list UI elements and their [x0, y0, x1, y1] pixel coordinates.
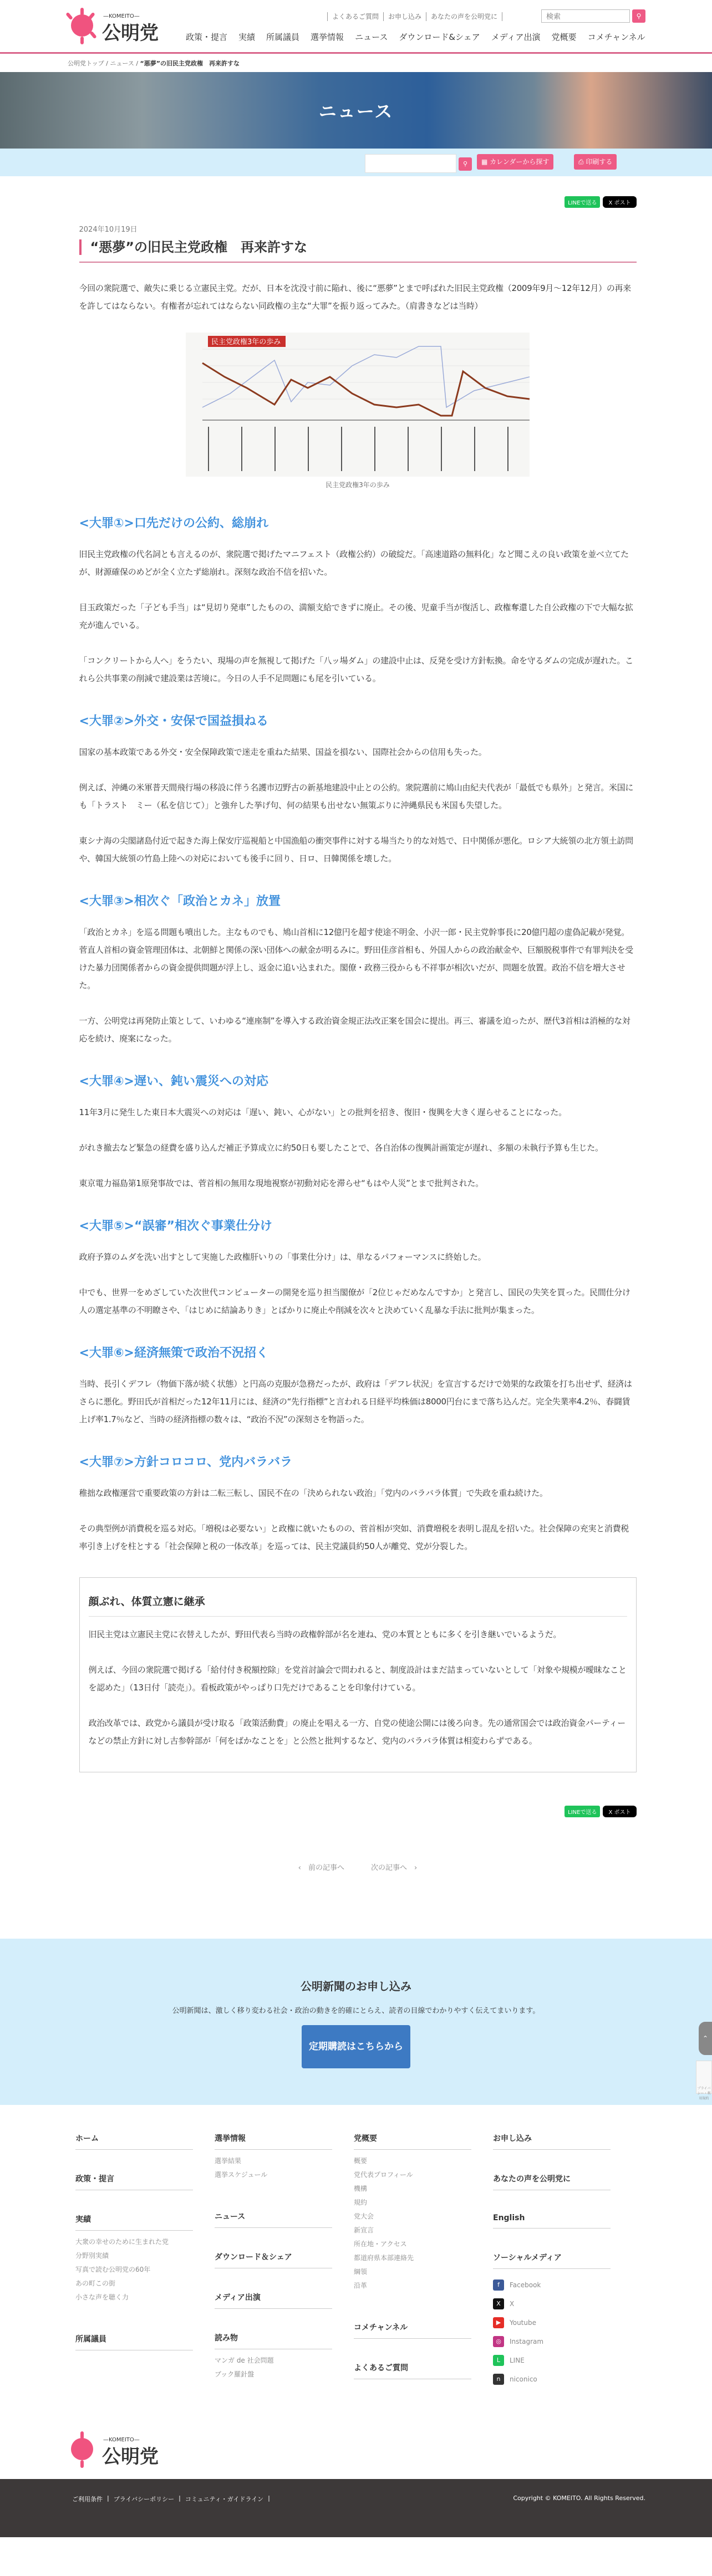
box-paragraph: 政治改革では、政党から議員が受け取る「政策活動費」の廃止を唱える一方、自党の使途公開には後ろ向き。先の通常国会では政治資金パーティーなどの禁止方針に対し古参幹部が「何をばかなことを」と公然と批判するなど、党内のバラバラ体質は相変わらずである。	[88, 1718, 625, 1746]
footer-sublinks	[75, 2150, 193, 2166]
footer-heading-link[interactable]: 所属議員	[75, 2327, 193, 2350]
footer-heading-link[interactable]: ニュース	[215, 2204, 332, 2228]
nav-media[interactable]: メディア出演	[491, 32, 541, 42]
breadcrumb-current: “悪夢”の旧民主党政権 再来許すな	[140, 60, 240, 67]
copyright: Copyright © KOMEITO. All Rights Reserved.	[513, 2495, 645, 2502]
figure-caption: 民主党政権3年の歩み	[326, 481, 390, 489]
footer-sublinks	[215, 2349, 332, 2404]
line-share-button[interactable]: LINEで送る	[564, 1806, 600, 1817]
breadcrumb-sep: /	[104, 60, 110, 67]
nav-about[interactable]: 党概要	[551, 32, 577, 42]
nav-policy[interactable]: 政策・提言	[186, 32, 228, 42]
section-heading: <大罪②>外交・安保で国益損ねる	[79, 714, 268, 728]
social-label: X	[510, 2300, 515, 2308]
privacy-link[interactable]: プライバシーポリシー	[113, 2496, 175, 2503]
terms-link[interactable]: ご利用条件	[72, 2496, 103, 2503]
calendar-icon: ▦	[481, 158, 490, 166]
footer-heading-link[interactable]: 選挙情報	[215, 2126, 332, 2150]
section-paragraph: 当時、長引くデフレ（物価下落が続く状態）と円高の克服が急務だったが、政府は「デフレ状況」を宣言するだけで効果的な政策を打ち出せず、経済はさらに悪化。野田氏が首相だった12年11月には、経済の“先行指標”と言われる日経平均株価は8000円台にまで落ち込んだ。完全失業率4.2％、春闘賃上げ率1.7％など、当時の経済指標の数々は、“政治不況”の深刻さを物語った。	[79, 1379, 632, 1424]
footer-columns	[0, 2105, 712, 2431]
footer-column	[75, 2126, 193, 2367]
footer-sublinks	[75, 2190, 193, 2207]
breadcrumb-news[interactable]: ニュース	[110, 60, 134, 67]
calendar-button[interactable]	[477, 154, 553, 170]
footer-heading-link[interactable]: よくあるご質問	[354, 2355, 471, 2379]
social-link-instagram[interactable]	[493, 2332, 611, 2351]
section-paragraph: 例えば、沖縄の米軍普天間飛行場の移設に伴う名護市辺野古の新基地建設中止との公約。衆院選前に鳩山由紀夫代表が「最低でも県外」と発言。米国にも「トラスト ミー（私を信じて）」と強弁した挙げ句、何の結果も出せない無策ぶりに沖縄県民も米国も失望した。	[79, 783, 634, 810]
footer-sublinks	[75, 2350, 193, 2367]
hero-title: ニュース	[318, 101, 394, 122]
footer-link[interactable]: あの町この街	[75, 2279, 116, 2287]
footer-link[interactable]: 分野別実績	[75, 2252, 109, 2260]
article-title: “悪夢”の旧民主党政権 再来許すな	[79, 239, 637, 255]
x-post-button[interactable]: X ポスト	[603, 1806, 636, 1817]
logo-sub: —KOMEITO—	[103, 13, 140, 19]
section-heading: <大罪①>口先だけの公約、総崩れ	[79, 517, 268, 530]
footer-link[interactable]: 新宣言	[354, 2226, 374, 2234]
breadcrumb-top[interactable]: 公明党トップ	[68, 60, 104, 67]
footer-heading-link[interactable]: ダウンロード＆シェア	[215, 2245, 332, 2268]
footer-sublinks	[215, 2309, 332, 2325]
header-search-input[interactable]	[541, 9, 630, 23]
social-link-niconico[interactable]	[493, 2370, 611, 2389]
footer-sublinks	[493, 2150, 611, 2166]
footer-link[interactable]: 選挙スケジュール	[215, 2171, 268, 2179]
footer-link[interactable]: ブック羅針盤	[215, 2370, 255, 2378]
footer-heading-link[interactable]: 読み物	[215, 2325, 332, 2349]
footer-logo[interactable]	[67, 2431, 177, 2479]
footer-heading-link[interactable]: ホーム	[75, 2126, 193, 2150]
news-search-input[interactable]	[365, 154, 456, 173]
logo-sub: —KOMEITO—	[103, 2437, 140, 2443]
arrow-up-icon: ⌃	[702, 2035, 709, 2042]
subscribe-title: 公明新聞のお申し込み	[301, 1980, 411, 1993]
nav-elections[interactable]: 選挙情報	[311, 32, 344, 42]
section-paragraph: その典型例が消費税を巡る対応。「増税は必要ない」と政権に就いたものの、菅首相が突如、消費増税を表明し混乱を招いた。社会保障の充実と消費税率引き上げを柱とする「社会保障と税の一体改革」を巡っては、民主党議員約50人が離党、党が分裂した。	[79, 1524, 629, 1551]
footer-link[interactable]: 機構	[354, 2185, 368, 2192]
footer-heading-link[interactable]: English	[493, 2207, 611, 2229]
breadcrumb	[0, 54, 712, 72]
sun-ray	[80, 8, 84, 16]
footer-sublinks	[215, 2150, 332, 2204]
nav-members[interactable]: 所属議員	[266, 32, 300, 42]
section-paragraph: 政府予算のムダを洗い出すとして実施した政権肝いりの「事業仕分け」は、単なるパフォーマンスに終始した。	[79, 1252, 486, 1262]
x-post-button[interactable]: X ポスト	[603, 196, 636, 208]
footer-link[interactable]: 党大会	[354, 2212, 374, 2220]
section-paragraph: 一方、公明党は再発防止策として、いわゆる“連座制”を導入する政治資金規正法改正案を国会に提出。再三、審議を迫ったが、歴代3首相は消極的な対応を続け、廃案になった。	[79, 1016, 630, 1044]
timeline-chart-image	[186, 333, 530, 477]
logo-name: 公明党	[102, 22, 159, 44]
back-to-top-button[interactable]	[699, 2022, 712, 2055]
footer-heading-link[interactable]: 党概要	[354, 2126, 471, 2150]
instagram-icon: ◎	[493, 2336, 504, 2347]
article-intro: 今回の衆院選で、敵失に乗じる立憲民主党。だが、日本を沈没寸前に陥れ、後に“悪夢”とまで呼ばれた旧民主党政権（2009年9月～12年12月）の再来を許してはならない。有権者が忘れてはならない同政権の主な“大罪”を振り返ってみた。（肩書きなどは当時）	[79, 283, 631, 311]
social-link-youtube[interactable]	[493, 2313, 611, 2332]
social-label: niconico	[510, 2375, 537, 2383]
section-paragraph: 「政治とカネ」を巡る問題も噴出した。主なものでも、鳩山首相に12億円を超す使途不明金、小沢一郎・民主党幹事長に20億円超の虚偽記載が発覚。菅直人首相の資金管理団体は、北朝鮮と関係の深い団体への献金が明るみに。野田佳彦首相も、外国人からの政治献金や、巨額脱税事件で有罪判決を受けた暴力団関係者からの資金提供問題が浮上し、返金に追い込まれた。閣僚・政務三役からも不祥事が相次いだが、問題を放置。政治不信を増大させた。	[79, 927, 633, 990]
section-heading: <大罪⑦>方針コロコロ、党内バラバラ	[79, 1455, 293, 1469]
niconico-icon: n	[493, 2374, 504, 2385]
section-paragraph: 国家の基本政策である外交・安全保障政策で迷走を重ねた結果、国益を損ない、国際社会からの信用も失った。	[79, 747, 487, 757]
sun-ray	[80, 2431, 84, 2439]
komeito-logo[interactable]	[67, 8, 175, 44]
footer-sublinks	[493, 2190, 611, 2207]
footer-heading-link[interactable]: お申し込み	[493, 2126, 611, 2150]
social-label: Youtube	[510, 2319, 536, 2327]
printer-icon: ⎙	[578, 158, 586, 166]
site-header	[0, 0, 712, 54]
apply-link[interactable]: お申し込み	[383, 12, 426, 21]
footer-legal-links	[72, 2495, 270, 2503]
x-icon: X	[493, 2298, 504, 2309]
next-article-link[interactable]: 次の記事へ ›	[371, 1864, 418, 1872]
section-heading: <大罪④>遅い、鈍い震災への対応	[79, 1075, 268, 1088]
footer-sublinks	[493, 2229, 611, 2245]
title-divider	[79, 262, 637, 263]
footer-link[interactable]: 写真で読む公明党の60年	[75, 2266, 151, 2273]
top-links	[327, 12, 502, 21]
line-icon: L	[493, 2355, 504, 2366]
box-heading: 顔ぶれ、体質立憲に継承	[89, 1593, 627, 1617]
hero-banner	[0, 72, 712, 149]
social-link-x[interactable]	[493, 2294, 611, 2313]
site-footer	[0, 2105, 712, 2537]
calendar-label: カレンダーから探す	[490, 158, 550, 166]
line-share-button[interactable]: LINEで送る	[564, 196, 600, 208]
sun-ray	[80, 37, 84, 44]
footer-column	[493, 2126, 611, 2389]
subscribe-button[interactable]: 定期購読はこちらから	[302, 2025, 410, 2068]
footer-heading-link[interactable]: 実績	[75, 2207, 193, 2231]
footer-link[interactable]: 概要	[354, 2157, 368, 2165]
footer-link[interactable]: 大衆の幸せのために生まれた党	[75, 2238, 169, 2246]
nav-download[interactable]: ダウンロード&シェア	[399, 32, 480, 42]
footer-heading-link[interactable]: メディア出演	[215, 2285, 332, 2309]
separator: |	[107, 2495, 109, 2502]
footer-link[interactable]: 都道府県本部連絡先	[354, 2254, 414, 2262]
footer-column	[354, 2126, 471, 2396]
social-label: Facebook	[510, 2281, 541, 2289]
article	[79, 176, 637, 1872]
main-nav	[186, 31, 645, 43]
social-link-line[interactable]	[493, 2351, 611, 2370]
news-toolbar	[0, 149, 712, 176]
footer-heading-link[interactable]: ソーシャルメディア	[493, 2245, 611, 2269]
share-buttons-bottom	[79, 1806, 637, 1817]
box-paragraph: 例えば、今回の衆院選で掲げる「給付付き税額控除」を党首討論会で問われると、制度設計はまだ詰まっていないとして「対象や規模が曖昧なことを認めた」（13日付「読売」）。看板政策がやっぱり口先だけであることを印象付けている。	[88, 1665, 627, 1693]
search-icon[interactable]: ⚲	[632, 9, 645, 23]
search-icon[interactable]: ⚲	[459, 157, 472, 171]
subscribe-section	[0, 1939, 712, 2105]
section-paragraph: 東京電力福島第1原発事故では、菅首相の無用な現地視察が初動対応を滞らせ“もはや人災”とまで批判された。	[79, 1178, 484, 1188]
section-paragraph: がれき撤去など緊急の経費を盛り込んだ補正予算成立に約50日も要したことで、各自治体の復興計画策定が遅れ、多額の未執行予算も生じた。	[79, 1143, 603, 1153]
footer-link[interactable]: 党代表プロフィール	[354, 2171, 413, 2179]
footer-link[interactable]: 綱領	[354, 2268, 368, 2276]
section-paragraph: 「コンクリートから人へ」をうたい、現場の声を無視して掲げた「八ッ場ダム」の建設中止は、反発を受け方針転換。命を守るダムの完成が遅れた。これら公共事業の削減で建設業は苦境に。今日の人手不足問題にも尾を引いている。	[79, 656, 633, 683]
box-paragraph: 旧民主党は立憲民主党に衣替えしたが、野田代表ら当時の政権幹部が名を連ね、党の本質とともに多くを引き継いでいるようだ。	[88, 1629, 562, 1639]
footer-sublinks	[215, 2268, 332, 2285]
faq-link[interactable]: よくあるご質問	[327, 12, 383, 21]
footer-bar	[0, 2479, 712, 2537]
print-button[interactable]	[574, 154, 617, 170]
section-paragraph: 11年3月に発生した東日本大震災への対応は「遅い、鈍い、心がない」との批判を招き、復旧・復興を大きく遅らせることになった。	[79, 1107, 567, 1117]
section-paragraph: 稚拙な政権運営で重要政策の方針は二転三転し、国民不在の「決められない政治」「党内のバラバラ体質」で失政を重ね続けた。	[79, 1488, 548, 1498]
share-buttons	[79, 196, 637, 208]
separator: |	[179, 2495, 181, 2502]
article-figure	[79, 333, 637, 489]
breadcrumb-sep: /	[134, 60, 140, 67]
social-link-facebook[interactable]	[493, 2276, 611, 2294]
footer-sublinks	[354, 2379, 471, 2396]
print-label: 印刷する	[586, 158, 613, 166]
nav-achievements[interactable]: 実績	[238, 32, 256, 42]
footer-heading-link[interactable]: コメチャンネル	[354, 2315, 471, 2339]
footer-link[interactable]: 規約	[354, 2199, 368, 2206]
logo-name: 公明党	[102, 2446, 159, 2468]
section-heading: <大罪③>相次ぐ「政治とカネ」放置	[79, 895, 281, 908]
separator: |	[268, 2495, 270, 2502]
prev-article-link[interactable]: ‹ 前の記事へ	[298, 1864, 344, 1872]
youtube-icon: ▶	[493, 2317, 504, 2328]
footer-sublinks	[354, 2339, 471, 2355]
footer-heading-link[interactable]: 政策・提言	[75, 2166, 193, 2190]
section-paragraph: 目玉政策だった「子ども手当」は“見切り発車”したものの、満額支給できずに廃止。その後、児童手当が復活し、政権奪還した自公政権の下で大幅な拡充が進んでいる。	[79, 602, 633, 630]
section-paragraph: 旧民主党政権の代名詞とも言えるのが、衆院選で掲げたマニフェスト（政権公約）の破綻だ。「高速道路の無料化」など聞こえの良い政策を並べ立てたが、財源確保のめどが全く立たず総崩れ。深刻な政治不信を招いた。	[79, 549, 629, 577]
footer-link[interactable]: 小さな声を聴く力	[75, 2293, 129, 2301]
footer-link[interactable]: 選挙結果	[215, 2157, 242, 2165]
nav-news[interactable]: ニュース	[355, 32, 388, 42]
footer-sublinks	[354, 2150, 471, 2315]
footer-link[interactable]: 沿革	[354, 2282, 368, 2289]
sidebar-box	[79, 1577, 637, 1772]
recaptcha-badge[interactable]	[696, 2061, 712, 2100]
section-heading: <大罪⑤>“誤審”相次ぐ事業仕分け	[79, 1219, 272, 1233]
social-label: LINE	[510, 2357, 525, 2364]
footer-column	[215, 2126, 332, 2404]
section-paragraph: 中でも、世界一をめざしていた次世代コンピューターの開発を巡り担当閣僚が「2位じゃだめなんですか」と発言し、国民の失笑を買った。民間仕分け人の選定基準の不明瞭さや、「はじめに結論ありき」とばかりに廃止や削減を次々と決めていく乱暴な手法に批判が集まった。	[79, 1287, 630, 1315]
footer-sublinks	[215, 2228, 332, 2245]
section-paragraph: 東シナ海の尖閣諸島付近で起きた海上保安庁巡視船と中国漁船の衝突事件に対する場当たり的な対処で、日中関係が悪化。ロシア大統領の北方領土訪問や、韓国大統領の竹島上陸への対応においても後手に回り、日ロ、日韓関係を壊した。	[79, 836, 633, 863]
social-label: Instagram	[510, 2338, 544, 2345]
image-background	[186, 333, 530, 477]
guideline-link[interactable]: コミュニティ・ガイドライン	[185, 2496, 264, 2503]
nav-channel[interactable]: コメチャンネル	[587, 32, 645, 42]
footer-link[interactable]: 所在地・アクセス	[354, 2240, 407, 2248]
recaptcha-text: プライバシー・利用規約	[697, 2087, 711, 2100]
subscribe-text: 公明新聞は、激しく移り変わる社会・政治の動きを的確にとらえ、読者の目線でわかりやすく伝えてまいります。	[172, 2007, 540, 2015]
voice-link[interactable]: あなたの声を公明党に	[426, 12, 502, 21]
section-heading: <大罪⑥>経済無策で政治不況招く	[79, 1346, 268, 1360]
article-date: 2024年10月19日	[79, 226, 138, 234]
footer-sublinks	[493, 2269, 611, 2276]
article-sections	[79, 514, 637, 1555]
sun-ray	[80, 2460, 84, 2468]
sun-ray	[65, 12, 73, 21]
article-pager	[79, 1862, 637, 1872]
sun-ray	[89, 31, 97, 39]
facebook-icon: f	[493, 2279, 504, 2291]
sun-logo-icon	[71, 2438, 93, 2460]
footer-sublinks	[75, 2231, 193, 2327]
footer-heading-link[interactable]: あなたの声を公明党に	[493, 2166, 611, 2190]
footer-link[interactable]: マンガ de 社会問題	[215, 2357, 274, 2364]
sun-ray	[88, 12, 95, 21]
image-label: 民主党政権3年の歩み	[211, 338, 281, 346]
